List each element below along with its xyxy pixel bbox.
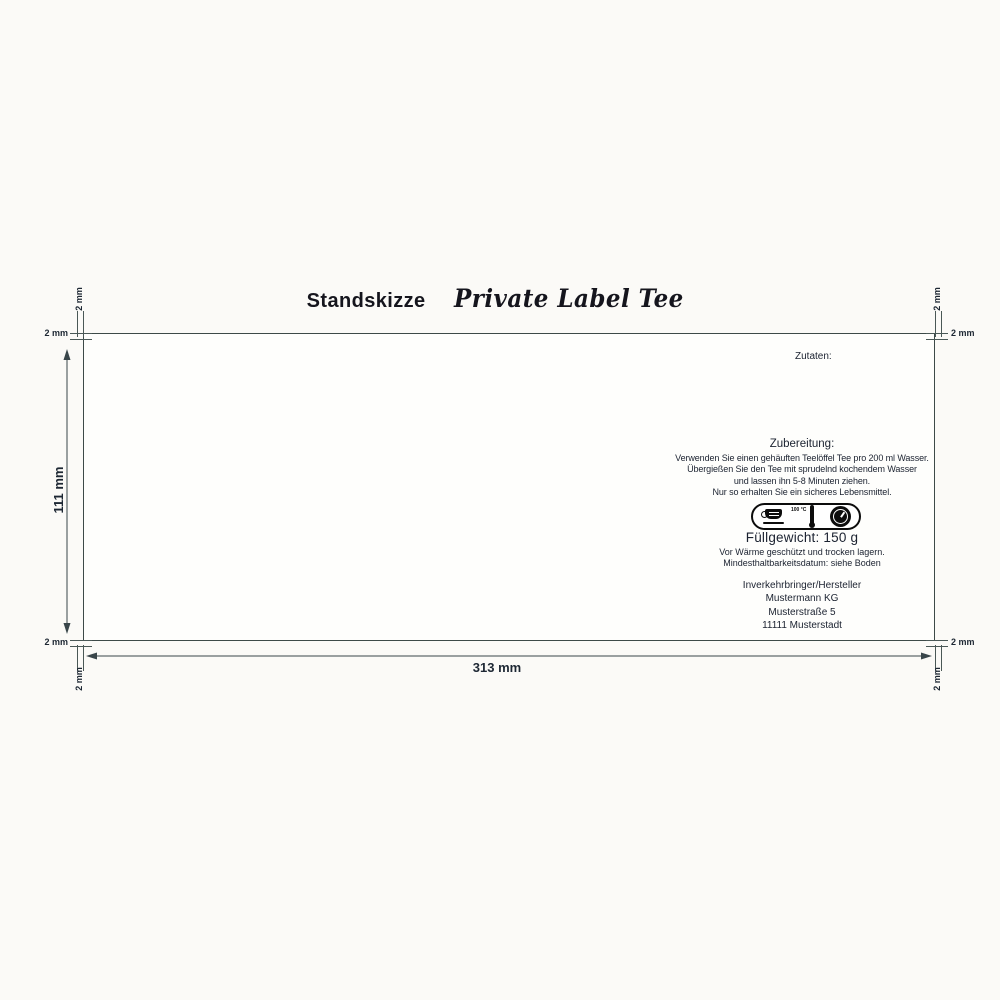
manufacturer-line: Musterstraße 5 — [768, 606, 836, 618]
manufacturer-line: Mustermann KG — [765, 593, 839, 605]
bleed-label: 2 mm — [932, 667, 942, 691]
bleed-label: 2 mm — [44, 328, 68, 338]
fill-weight-label: Füllgewicht: 150 g — [745, 530, 859, 545]
bleed-label: 2 mm — [932, 287, 942, 311]
bleed-label: 2 mm — [74, 667, 84, 691]
temperature-label: 100 °C — [791, 506, 807, 513]
ingredients-heading: Zutaten: — [795, 351, 832, 362]
page-title — [0, 284, 1000, 313]
label-outline — [83, 333, 935, 641]
sketch-type-label: Standskizze — [306, 290, 426, 312]
height-dimension-label: 111 mm — [51, 466, 66, 514]
teacup-icon — [761, 509, 786, 524]
timer-icon — [830, 506, 851, 527]
preparation-block — [627, 438, 977, 498]
product-name-label: Private Label Tee — [453, 284, 684, 313]
manufacturer-heading: Inverkehrbringer/Hersteller — [742, 580, 862, 591]
manufacturer-block — [627, 579, 977, 633]
storage-line: Mindesthaltbarkeitsdatum: siehe Boden — [723, 558, 881, 568]
bleed-label: 2 mm — [44, 637, 68, 647]
storage-instructions — [627, 547, 977, 569]
bleed-label: 2 mm — [951, 637, 975, 647]
bleed-label: 2 mm — [74, 287, 84, 311]
preparation-heading: Zubereitung: — [769, 438, 835, 450]
manufacturer-line: 11111 Musterstadt — [762, 620, 842, 632]
brewing-icon-bar — [751, 503, 861, 530]
preparation-line: Verwenden Sie einen gehäuften Teelöffel Tee pro 200 ml Wasser. — [675, 453, 929, 463]
storage-line: Vor Wärme geschützt und trocken lagern. — [719, 547, 885, 557]
width-dimension-label: 313 mm — [472, 660, 522, 675]
preparation-line: Nur so erhalten Sie ein sicheres Lebensmittel. — [712, 486, 892, 497]
thermometer-icon — [791, 505, 822, 528]
bleed-label: 2 mm — [951, 328, 975, 338]
preparation-line: Übergießen Sie den Tee mit sprudelnd kochendem Wasser — [687, 464, 917, 475]
preparation-line: und lassen ihn 5-8 Minuten ziehen. — [733, 475, 871, 486]
